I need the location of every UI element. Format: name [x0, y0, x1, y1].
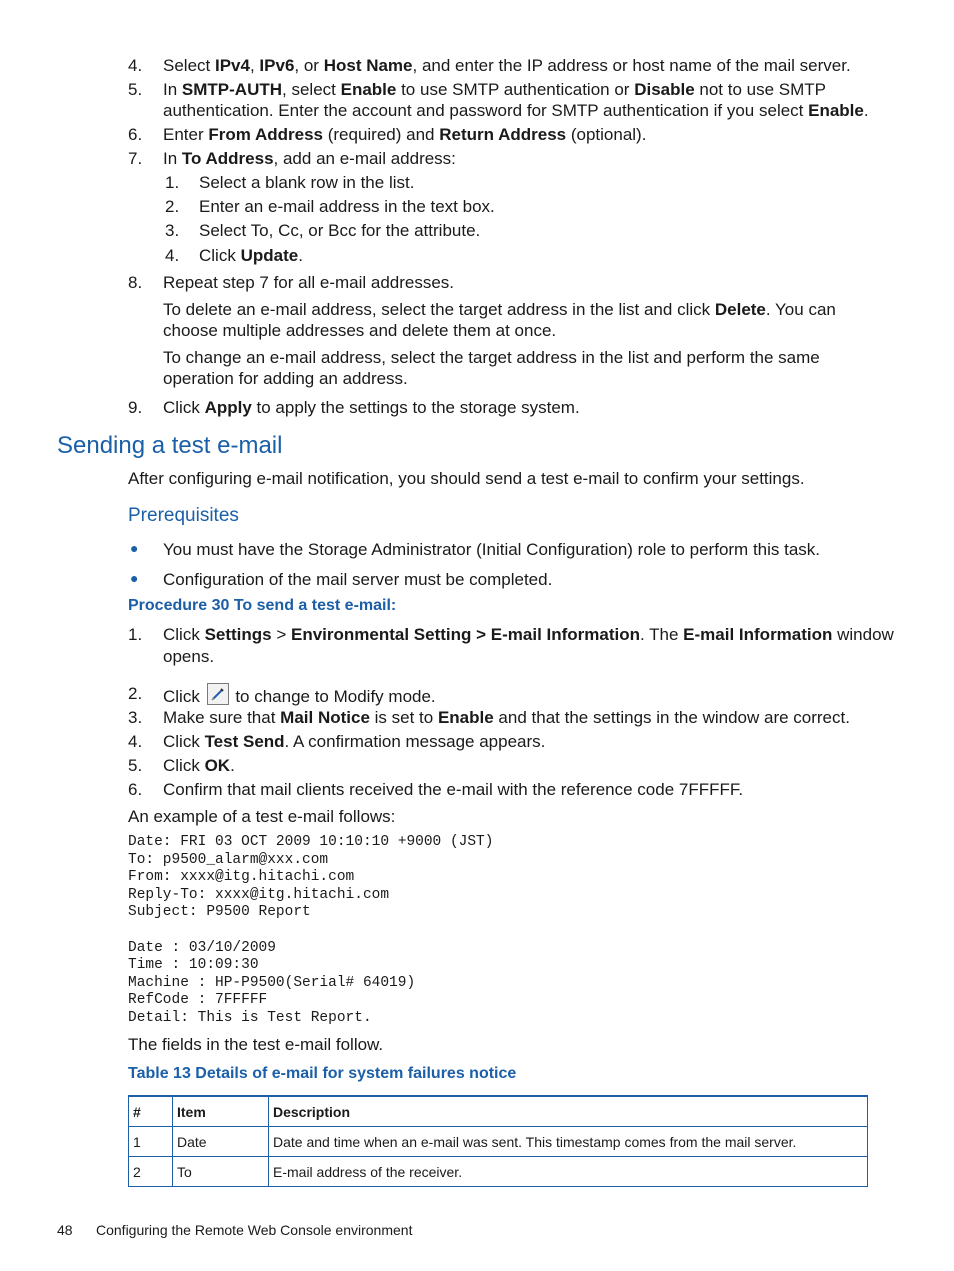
proc-step-2-after: to change to Modify mode. [235, 687, 436, 706]
text-run: window [832, 625, 894, 644]
bold-term: From Address [208, 125, 323, 144]
bold-term: SMTP-AUTH [181, 80, 283, 99]
table-cell: To [173, 1157, 269, 1187]
table-header: Item [173, 1096, 269, 1127]
table-header: # [129, 1096, 173, 1127]
table-cell: E-mail address of the receiver. [269, 1157, 868, 1187]
step-number: 7. [128, 149, 143, 168]
table-cell: Date and time when an e-mail was sent. This timestamp comes from the mail server. [269, 1127, 868, 1157]
text-run: Select To, Cc, or Bcc for the attribute. [199, 221, 481, 240]
substep-number: 3. [165, 221, 180, 240]
proc-step-2-text [163, 683, 436, 708]
fields-intro: The fields in the test e-mail follow. [128, 1035, 384, 1054]
example-intro: An example of a test e-mail follows: [128, 807, 396, 826]
text-run: . [298, 246, 303, 265]
bold-term: IPv6 [259, 56, 295, 75]
step-number: 1. [128, 625, 143, 644]
text-run: . [863, 101, 869, 120]
substep-text [199, 245, 303, 267]
table-caption: Table 13 Details of e-mail for system failures notice [128, 1065, 517, 1082]
text-run: Make sure that [163, 708, 281, 727]
details-table [128, 1095, 868, 1187]
text-run: Click [163, 732, 205, 751]
table-row [129, 1157, 868, 1187]
text-run: In [163, 149, 182, 168]
step-7-text [163, 148, 456, 170]
step-number: 6. [128, 780, 143, 799]
text-run: Enter an e-mail address in the text box. [199, 197, 495, 216]
text-run: is set to [369, 708, 438, 727]
table-cell: 1 [129, 1127, 173, 1157]
prerequisite-item: Configuration of the mail server must be completed. [163, 570, 553, 589]
text-run: Click [199, 246, 241, 265]
bold-term: Environmental Setting > E-mail Information [291, 625, 641, 644]
footer-text: Configuring the Remote Web Console environment [96, 1222, 413, 1238]
step-number: 5. [128, 80, 143, 99]
text-run: , add an e-mail address: [273, 149, 456, 168]
substep-number: 4. [165, 246, 180, 265]
text-run: Select [163, 56, 215, 75]
bold-term: Settings [204, 625, 272, 644]
bullet-icon: ● [130, 540, 139, 556]
bold-term: To Address [181, 149, 274, 168]
modify-icon[interactable] [207, 683, 229, 705]
proc-step-3-text [163, 707, 850, 729]
text-run: Click [163, 756, 205, 775]
bold-term: Enable [437, 708, 494, 727]
table-header-row [129, 1096, 868, 1127]
text-run: To change an e-mail address, select the target address in the list and perform the same [163, 348, 820, 367]
bold-term: E-mail Information [683, 625, 833, 644]
bold-term: Delete [714, 300, 766, 319]
text-run: Enter [163, 125, 209, 144]
substep-number: 1. [165, 173, 180, 192]
bullet-icon: ● [130, 570, 139, 586]
bold-term: Test Send [204, 732, 285, 751]
text-run: , or [294, 56, 324, 75]
step-number: 9. [128, 398, 143, 417]
bold-term: Mail Notice [280, 708, 370, 727]
bold-term: Return Address [439, 125, 567, 144]
text-run: to apply the settings to the storage system. [251, 398, 580, 417]
table-row [129, 1127, 868, 1157]
step-number: 6. [128, 125, 143, 144]
section-title: Sending a test e-mail [57, 432, 283, 459]
proc-step-4-text [163, 731, 545, 753]
proc-step-1-text [163, 624, 894, 646]
bold-term: OK [204, 756, 231, 775]
text-run: In [163, 80, 182, 99]
bold-term: Enable [340, 80, 397, 99]
bold-term: Apply [204, 398, 252, 417]
text-run: Select a blank row in the list. [199, 173, 415, 192]
step-5-text [163, 79, 826, 101]
step-8-para2-line1 [163, 347, 820, 369]
bold-term: IPv4 [214, 56, 250, 75]
text-run: and that the settings in the window are correct. [493, 708, 850, 727]
table-cell: Date [173, 1127, 269, 1157]
bold-term: Host Name [323, 56, 413, 75]
step-number: 4. [128, 732, 143, 751]
table-header: Description [269, 1096, 868, 1127]
proc-step-2-before: Click [163, 687, 200, 706]
proc-step-6-text [163, 779, 743, 801]
step-9-text [163, 397, 580, 419]
prerequisite-item: You must have the Storage Administrator (Initial Configuration) role to perform this task. [163, 540, 821, 559]
example-mail: Date: FRI 03 OCT 2009 10:10:10 +9000 (JST) To: p9500_alarm@xxx.com From: xxxx@itg.hitachi.com Reply-To: xxxx@itg.hitachi.com Subject: P9500 Report Date : 03/10/2009 Time : 10:09:30 Machine : HP-P9500(Serial# 64019) RefCode : 7FFFFF Detail: This is Test Report. [128, 834, 494, 1026]
text-run: (required) and [322, 125, 440, 144]
proc-step-1-text-cont [163, 646, 214, 668]
bold-term: Disable [634, 80, 695, 99]
step-4-text [163, 55, 851, 77]
text-run: to use SMTP authentication or [396, 80, 635, 99]
bold-term: Update [240, 246, 299, 265]
text-run: (optional). [566, 125, 647, 144]
step-8-para1-line2 [163, 320, 556, 342]
step-number: 4. [128, 56, 143, 75]
step-number: 5. [128, 756, 143, 775]
substep-number: 2. [165, 197, 180, 216]
text-run: . The [640, 625, 684, 644]
text-run: Click [163, 398, 205, 417]
text-run: To delete an e-mail address, select the target address in the list and click [163, 300, 715, 319]
text-run: . You can [765, 300, 836, 319]
section-intro: After configuring e-mail notification, you should send a test e-mail to confirm your settings. [128, 469, 805, 488]
proc-step-5-text [163, 755, 235, 777]
substep-text [199, 220, 480, 242]
prerequisites-title: Prerequisites [128, 505, 239, 526]
step-6-text [163, 124, 646, 146]
text-run: , select [282, 80, 341, 99]
table-cell: 2 [129, 1157, 173, 1187]
text-run: not to use SMTP [694, 80, 827, 99]
text-run: > [271, 625, 291, 644]
text-run: authentication. Enter the account and password for SMTP authentication if you select [163, 101, 809, 120]
step-number: 3. [128, 708, 143, 727]
step-8-para2-line2 [163, 368, 408, 390]
procedure-title: Procedure 30 To send a test e-mail: [128, 597, 397, 614]
text-run: Click [163, 625, 205, 644]
text-run: operation for adding an address. [163, 369, 408, 388]
step-number: 8. [128, 273, 143, 292]
step-5-text-cont [163, 100, 869, 122]
text-run: Confirm that mail clients received the e-mail with the reference code 7FFFFF. [163, 780, 744, 799]
text-run: . A confirmation message appears. [284, 732, 546, 751]
step-8-text: Repeat step 7 for all e-mail addresses. [163, 273, 455, 292]
text-run: choose multiple addresses and delete them at once. [163, 321, 557, 340]
step-8-para1-line1 [163, 299, 836, 321]
text-run: opens. [163, 647, 215, 666]
text-run: . [230, 756, 235, 775]
substep-text [199, 196, 495, 218]
bold-term: Enable [808, 101, 864, 120]
step-number: 2. [128, 684, 143, 703]
text-run: , and enter the IP address or host name of the mail server. [412, 56, 851, 75]
page-number: 48 [57, 1222, 73, 1238]
text-run: , [249, 56, 260, 75]
substep-text [199, 172, 414, 194]
